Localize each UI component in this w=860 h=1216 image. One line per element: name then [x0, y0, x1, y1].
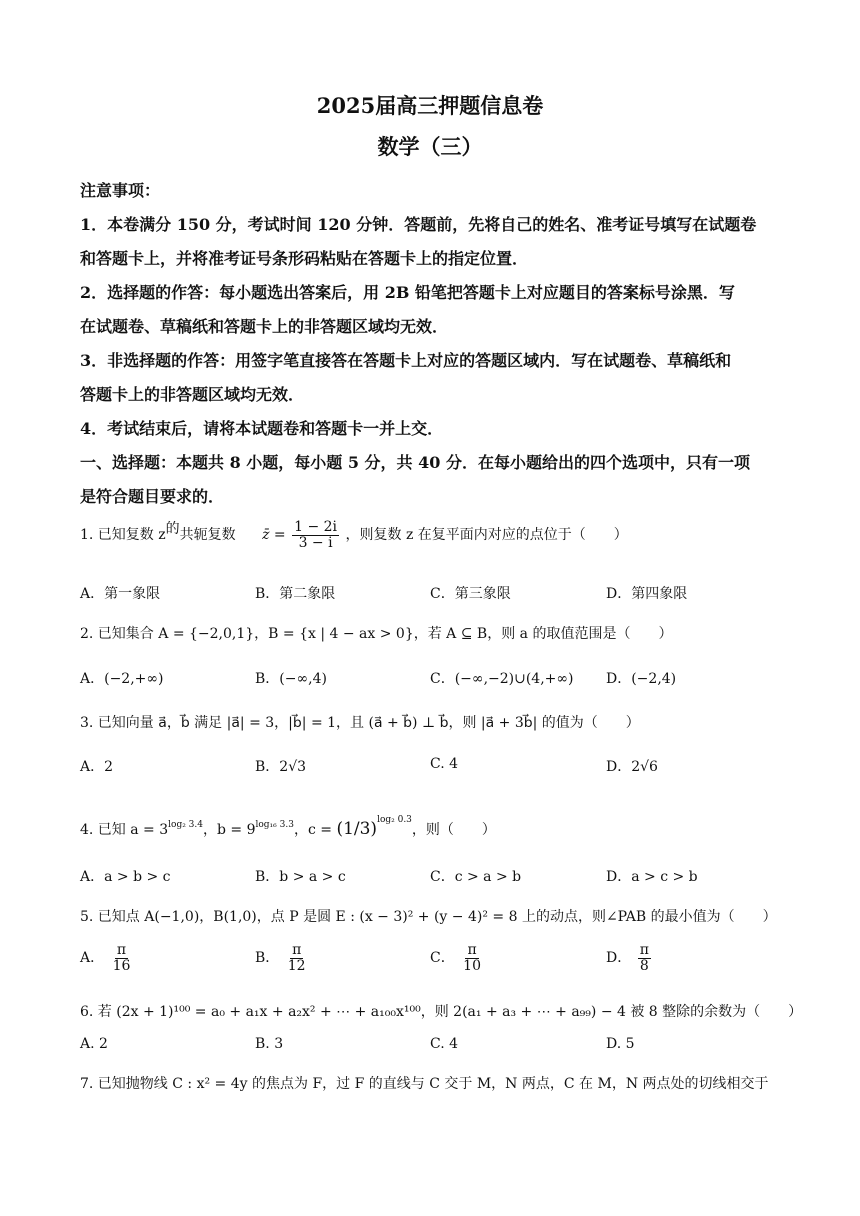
q4-exp-c: log₂ 0.3 [377, 815, 412, 825]
q4-option-c: C．c > a > b [430, 869, 522, 885]
q5-b-fraction [286, 943, 308, 973]
q1-pre: 1. 已知复数 z [80, 527, 166, 543]
q5-option-b [255, 943, 310, 973]
q4-mid2: ，c = [293, 822, 337, 838]
q2-option-d: D．(−2,4) [606, 671, 677, 687]
q5-b-num: π [292, 942, 302, 958]
q6-option-d: D. 5 [606, 1036, 635, 1052]
exam-subtitle: 数学（三） [377, 134, 483, 159]
q5-d-den: 8 [639, 957, 649, 974]
q1-option-a: A．第一象限 [80, 586, 161, 602]
q5-d-fraction [638, 943, 651, 973]
q5-option-d [606, 943, 653, 973]
q4-option-b: B．b > a > c [255, 869, 346, 885]
question-2-stem: 2. 已知集合 A = {−2,0,1}，B = {x | 4 − ax > 0}，若 A ⊆ B，则 a 的取值范围是（ ） [80, 626, 673, 642]
q4-option-a: A．a > b > c [80, 869, 171, 885]
q5-b-den: 12 [287, 957, 306, 974]
q5-a-fraction [111, 943, 133, 973]
section-1-line-2: 是符合题目要求的． [80, 487, 225, 506]
note-3-line-1: 3．非选择题的作答：用签字笔直接答在答题卡上对应的答题区域内．写在试题卷、草稿纸和 [80, 351, 732, 370]
note-2-line-1: 2．选择题的作答：每小题选出答案后，用 2B 铅笔把答题卡上对应题目的答案标号涂黑．写 [80, 283, 735, 302]
q1-mid: 共轭复数 [179, 527, 236, 543]
q4-exp-b: log₁₆ 3.3 [255, 820, 294, 830]
q6-option-b: B. 3 [255, 1036, 284, 1052]
q1-denominator: 3 − i [298, 534, 333, 551]
q5-c-fraction [461, 943, 483, 973]
q5-b-label: B． [255, 950, 280, 967]
q3-option-a: A．2 [80, 759, 114, 775]
question-4-stem [80, 815, 785, 839]
note-4: 4．考试结束后，请将本试题卷和答题卡一并上交． [80, 419, 444, 438]
q6-option-c: C. 4 [430, 1036, 459, 1052]
q1-lhs: z̄ = [262, 527, 286, 543]
note-1-line-1: 1．本卷满分 150 分，考试时间 120 分钟．答题前，先将自己的姓名、准考证号填写在试题卷 [80, 215, 757, 234]
q4-post: ，则（ ） [411, 822, 496, 838]
q6-option-a: A. 2 [80, 1036, 108, 1052]
q2-option-b: B．(−∞,4) [255, 671, 327, 687]
q3-option-b: B．2√3 [255, 759, 307, 775]
q2-option-c: C．(−∞,−2)∪(4,+∞) [430, 671, 574, 687]
question-6-stem: 6. 若 (2x + 1)¹⁰⁰ = a₀ + a₁x + a₂x² + ⋯ + a₁₀₀x¹⁰⁰，则 2(a₁ + a₃ + ⋯ + a₉₉) − 4 被 8 整除的余数为（ ） [80, 1004, 803, 1020]
section-1-line-1: 一、选择题：本题共 8 小题，每小题 5 分，共 40 分．在每小题给出的四个选项中，只有一项 [80, 453, 750, 472]
q1-option-c: C．第三象限 [430, 586, 511, 602]
q5-a-den: 16 [112, 957, 131, 974]
note-3-line-2: 答题卡上的非答题区域均无效． [80, 385, 305, 404]
q5-c-den: 10 [463, 957, 481, 974]
q1-post: ，则复数 z 在复平面内对应的点位于（ ） [345, 527, 628, 543]
q2-option-a: A．(−2,+∞) [80, 671, 164, 687]
question-7-stem: 7. 已知抛物线 C : x² = 4y 的焦点为 F，过 F 的直线与 C 交于 M，N 两点，C 在 M，N 两点处的切线相交于 [80, 1076, 769, 1092]
q5-option-a [80, 943, 134, 973]
q1-fraction [292, 520, 339, 550]
q5-d-num: π [639, 942, 649, 958]
q4-pre: 4. 已知 a = 3 [80, 822, 169, 838]
notes-heading: 注意事项： [80, 181, 161, 200]
q4-exp-a: log₂ 3.4 [168, 820, 203, 830]
q5-a-num: π [116, 942, 127, 958]
q4-base: (1/3) [336, 819, 378, 839]
q1-option-d: D．第四象限 [606, 586, 688, 602]
exam-title: 2025届高三押题信息卷 [316, 93, 544, 118]
q5-c-label: C． [430, 950, 455, 967]
question-1-stem [80, 518, 785, 550]
q5-d-label: D． [606, 950, 632, 967]
q5-c-num: π [467, 942, 477, 958]
q5-a-label: A． [80, 950, 105, 967]
q1-numerator: 1 − 2i [294, 518, 338, 535]
note-1-line-2: 和答题卡上，并将准考证号条形码粘贴在答题卡上的指定位置． [80, 249, 529, 268]
q3-option-d: D．2√6 [606, 759, 658, 775]
q4-option-d: D．a > c > b [606, 869, 698, 885]
question-3-stem: 3. 已知向量 a⃗，b⃗ 满足 |a⃗| = 3，|b⃗| = 1，且 (a⃗ + b⃗) ⊥ b⃗，则 |a⃗ + 3b⃗| 的值为（ ） [80, 715, 640, 731]
q3-option-c: C. 4 [430, 756, 459, 772]
q5-option-c [430, 943, 485, 973]
note-2-line-2: 在试题卷、草稿纸和答题卡上的非答题区域均无效． [80, 317, 449, 336]
q4-mid1: ，b = 9 [203, 822, 256, 838]
q1-option-b: B．第二象限 [255, 586, 336, 602]
question-5-stem: 5. 已知点 A(−1,0)，B(1,0)，点 P 是圆 E : (x − 3)² + (y − 4)² = 8 上的动点，则∠PAB 的最小值为（ ） [80, 909, 777, 925]
q1-de: 的 [165, 521, 180, 537]
